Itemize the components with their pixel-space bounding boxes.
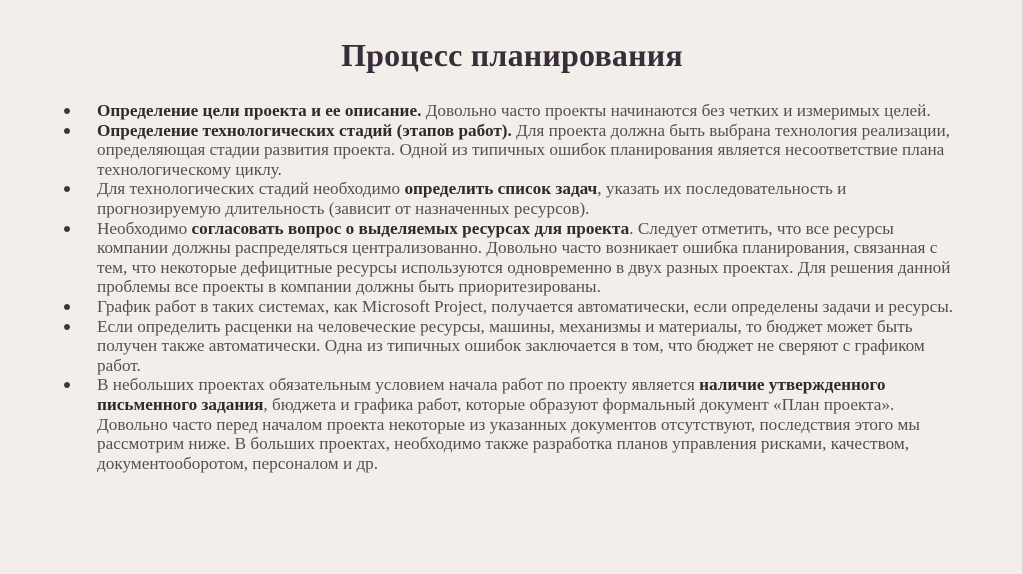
list-item: [62, 375, 967, 473]
item-bold: определить список задач: [404, 179, 598, 199]
item-bold: Определение цели проекта и ее описание.: [97, 101, 422, 120]
list-item: [62, 297, 967, 317]
list-item: [62, 121, 967, 180]
bullet-dot-icon: [62, 101, 72, 121]
list-item: [62, 317, 967, 376]
item-text-pre: В небольших проектах обязательным условием начала работ по проекту является: [97, 375, 700, 395]
item-text-post: . Следует отметить, что все ресурсы компании должны распределяться централизованно. Довольно часто возникает ошибка планирования, связанная с тем, что некоторые дефицитные ресурсы используются одновременно в двух разных проектах. Для решения данной проблемы все проекты в компании должны быть приоритезированы.: [97, 218, 951, 297]
list-item: [62, 179, 967, 218]
item-bold: согласовать вопрос о выделяемых ресурсах для проекта: [191, 218, 630, 238]
item-text-post: , указать их последовательность и прогнозируемую длительность (зависит от назначенных ресурсов).: [97, 179, 847, 218]
item-text-pre: Необходимо: [97, 218, 192, 238]
bullet-dot-icon: [62, 219, 72, 239]
item-bold: наличие утвержденного письменного задания: [97, 375, 886, 414]
item-bold: Определение технологических стадий (этапов работ).: [97, 120, 512, 140]
bullet-dot-icon: [62, 317, 72, 337]
item-text: Довольно часто проекты начинаются без четких и измеримых целей.: [421, 101, 931, 120]
bullet-dot-icon: [62, 179, 72, 199]
slide-title: Процесс планирования: [341, 37, 683, 73]
item-text-post: , бюджета и графика работ, которые образуют формальный документ «План проекта». Довольно часто перед началом проекта некоторые из указанных документов отсутствуют, последствия этого мы рассмотрим ниже. В больших проектах, необходимо также разработка планов управления рисками, качеством, документооборотом, персоналом и др.: [97, 394, 920, 473]
item-text: График работ в таких системах, как Microsoft Project, получается автоматически, если определены задачи и ресурсы.: [97, 296, 954, 316]
item-text: Для проекта должна быть выбрана технология реализации, определяющая стадии развития проекта. Одной из типичных ошибок планирования является несоответствие плана технологическому циклу.: [97, 120, 950, 179]
list-item: [62, 219, 967, 297]
item-text-pre: Для технологических стадий необходимо: [97, 179, 405, 199]
bullet-dot-icon: [62, 297, 72, 317]
item-text: Если определить расценки на человеческие ресурсы, машины, механизмы и материалы, то бюджет может быть получен также автоматически. Одна из типичных ошибок заключается в том, что бюджет не сверяют с графиком работ.: [97, 316, 925, 375]
bullet-list: [62, 101, 967, 473]
list-item: [62, 101, 967, 121]
bullet-dot-icon: [62, 375, 72, 395]
bullet-dot-icon: [62, 121, 72, 141]
